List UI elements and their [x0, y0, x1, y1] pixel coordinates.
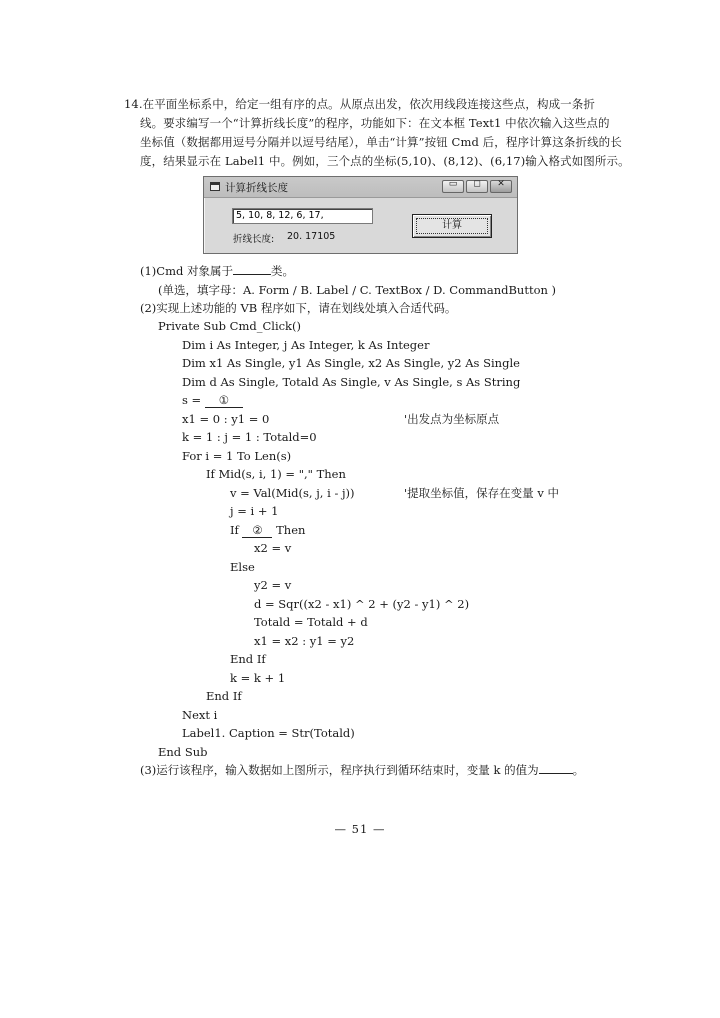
code-line: End If [206, 689, 242, 703]
code-line: For i = 1 To Len(s) [182, 449, 292, 463]
calculate-button[interactable] [412, 214, 492, 238]
code-line: Dim i As Integer, j As Integer, k As Integer [182, 338, 430, 352]
code-line-blank-2 [230, 522, 305, 538]
stem-line-1: 14.在平面坐标系中，给定一组有序的点。从原点出发，依次用线段连接这些点，构成一条折 [124, 97, 595, 111]
length-caption-label: 折线长度: [233, 234, 275, 245]
maximize-icon: ◻ [473, 179, 481, 189]
question-14-stem [124, 95, 630, 171]
code-blank-1[interactable]: ① [205, 394, 243, 408]
code-line: x2 = v [254, 541, 292, 555]
code-comment: '提取坐标值，保存在变量 v 中 [404, 486, 559, 500]
sub-question-2: (2)实现上述功能的 VB 程序如下，请在划线处填入合适代码。 [140, 301, 457, 315]
text1-input[interactable]: 5, 10, 8, 12, 6, 17, [232, 208, 373, 224]
code-line: j = i + 1 [230, 504, 279, 518]
window-controls [442, 180, 512, 193]
code-comment: '出发点为坐标原点 [404, 412, 500, 426]
calculate-button-label: 计算 [442, 220, 462, 231]
stem-line-4: 度，结果显示在 Label1 中。例如，三个点的坐标(5,10)、(8,12)、(6,17)输入格式如图所示。 [140, 154, 630, 168]
close-icon: ✕ [497, 179, 505, 189]
code-line: End If [230, 652, 266, 666]
code-line: k = k + 1 [230, 671, 286, 685]
code-line: v = Val(Mid(s, j, i - j)) [230, 486, 355, 500]
sub-question-1 [140, 263, 294, 279]
code-line: Totald = Totald + d [254, 615, 368, 629]
answer-blank-1[interactable] [233, 263, 271, 275]
close-button[interactable] [490, 180, 512, 193]
code-line: y2 = v [254, 578, 292, 592]
sub3-suffix: 。 [572, 763, 585, 777]
code-text: If [230, 523, 243, 537]
code-text: s = [182, 393, 205, 407]
code-line: Next i [182, 708, 218, 722]
window-title: 计算折线长度 [225, 182, 288, 194]
sub1-options: (单选，填字母：A. Form / B. Label / C. TextBox / D. CommandButton ) [158, 283, 557, 297]
sub-question-3 [140, 762, 584, 778]
window-title-bar [204, 177, 517, 198]
code-line: x1 = 0 : y1 = 0 [182, 412, 270, 426]
sub3-prefix: (3)运行该程序，输入数据如上图所示，程序执行到循环结束时，变量 k 的值为 [140, 763, 539, 777]
sub1-prefix: (1)Cmd 对象属于 [140, 264, 234, 278]
stem-line-2: 线。要求编写一个“计算折线长度”的程序，功能如下：在文本框 Text1 中依次输入这些点的 [140, 116, 610, 130]
code-line: Else [230, 560, 255, 574]
code-blank-2[interactable]: ② [242, 524, 272, 538]
code-line: k = 1 : j = 1 : Totald=0 [182, 430, 317, 444]
code-line: Private Sub Cmd_Click() [158, 319, 302, 333]
minimize-button[interactable] [442, 180, 464, 193]
stem-line-3: 坐标值（数据都用逗号分隔并以逗号结尾），单击“计算”按钮 Cmd 后，程序计算这条折线的长 [140, 135, 622, 149]
focus-rectangle [416, 218, 488, 234]
code-line: If Mid(s, i, 1) = "," Then [206, 467, 346, 481]
code-text: Then [272, 523, 306, 537]
answer-blank-3[interactable] [539, 762, 573, 774]
code-line-blank-1 [182, 392, 243, 408]
minimize-icon: ▭ [448, 179, 458, 189]
vb-form-window [203, 176, 518, 254]
code-line: Label1. Caption = Str(Totald) [182, 726, 355, 740]
code-line: End Sub [158, 745, 208, 759]
label1-result: 20. 17105 [287, 231, 336, 242]
code-line: Dim d As Single, Totald As Single, v As Single, s As String [182, 375, 521, 389]
maximize-button[interactable] [466, 180, 488, 193]
code-line: x1 = x2 : y1 = y2 [254, 634, 355, 648]
code-line: d = Sqr((x2 - x1) ^ 2 + (y2 - y1) ^ 2) [254, 597, 470, 611]
form-icon [210, 182, 220, 191]
page-number: — 51 — [334, 822, 386, 836]
sub1-suffix: 类。 [271, 264, 295, 278]
code-line: Dim x1 As Single, y1 As Single, x2 As Single, y2 As Single [182, 356, 520, 370]
